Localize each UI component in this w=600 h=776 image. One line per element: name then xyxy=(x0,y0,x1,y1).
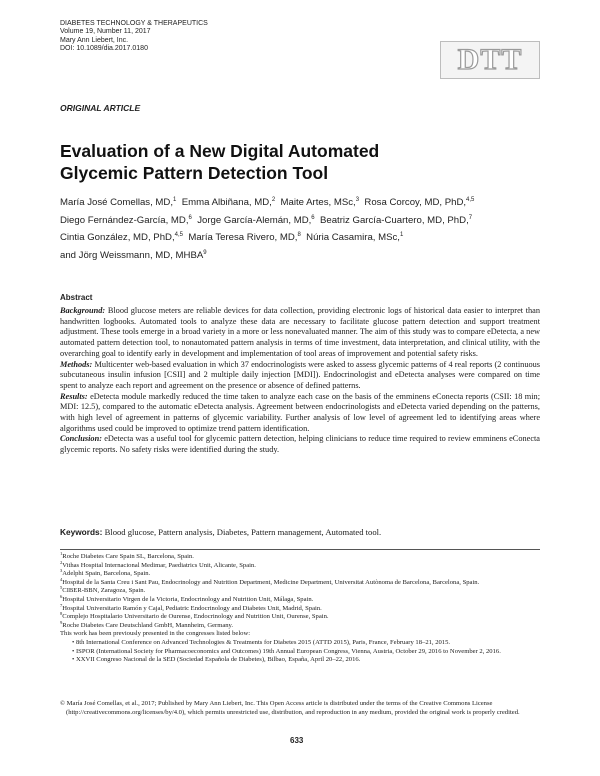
methods-text: Multicenter web-based evaluation in which 37 endocrinologists were asked to assess glycemic patterns of 4 real reports (2 continuous subcutaneous insulin infusion [CSII] and 2 multiple daily injection [MDI]). Endocrinologist and eDetecta analyses were compared on time spent to analyze each report and agreement on the presence or absence of defined patterns. xyxy=(60,359,540,390)
author-affiliation: 8 xyxy=(297,232,301,238)
author-affiliation: 3 xyxy=(355,197,360,203)
author-affiliation: 4,5 xyxy=(174,232,183,238)
bullet-icon: • xyxy=(72,638,76,646)
author-affiliation: 2 xyxy=(271,197,276,203)
conclusion-text: eDetecta was a useful tool for glycemic pattern detection, helping clinicians to reduce time required to review emminens eConecta glycemic reports. No safety risks were identified during the study. xyxy=(60,434,540,455)
affiliation-text: Roche Diabetes Care Spain SL, Barcelona, Spain. xyxy=(62,553,194,560)
affiliation-number: 3 xyxy=(60,568,63,574)
keywords-label: Keywords: xyxy=(60,527,103,537)
article-type: ORIGINAL ARTICLE xyxy=(60,103,141,113)
background-text: Blood glucose meters are reliable devices for data collection, providing electronic logs of historical data easier to interpret than handwritten logbooks. Automated tools to analyze these data are necessary to facilitate glucose pattern detection and support treatment adjustment. These tools emerge in a broad variety in a more or less nonevaluated manner. The aim of this study was to compare eDetecta, a new automated pattern detection tool, to nonautomated pattern analysis in terms of time investment, data interpretation, and clinical utility, with the overarching goal to identify early in development and implementation of tool areas of improvement and potential safety risks. xyxy=(60,306,540,358)
conclusion-label: Conclusion: xyxy=(60,434,102,444)
congress-item xyxy=(72,648,540,657)
affiliation-text: Hospital Universitario Ramón y Cajal, Pediatric Endocrinology and Diabetes Unit, Madrid, Spain. xyxy=(62,604,322,612)
congress-text: ISPOR (International Society for Pharmacoeconomics and Outcomes) 19th Annual European Congress, Vienna, Austria, October 29, 2016 to November 2, 2016. xyxy=(75,647,501,655)
abstract-results xyxy=(60,392,540,435)
article-title xyxy=(60,140,540,184)
abstract-background xyxy=(60,306,540,360)
affiliation-item xyxy=(60,593,540,605)
affiliation-number: 5 xyxy=(60,585,63,591)
congress-text: XXVII Congreso Nacional de la SED (Sociedad Española de Diabetes), Bilbao, España, April 20–22, 2016. xyxy=(75,656,361,664)
author-affiliation: 1 xyxy=(173,197,177,203)
author-name: Rosa Corcoy, MD, PhD, xyxy=(364,197,467,208)
results-text: eDetecta module markedly reduced the time taken to analyze each case on the basis of the emminens eConecta reports (CSII: 18 min; MDI: 12.5), compared to the automatic eDetecta analysis. Agreement between endocrinologists and eDetecta varied depending on the patterns, with high level of agreement in patterns of glycemic variability. Further analysis of low level of agreement led to identifying areas where algorithms used could be improved to optimize trend pattern identification. xyxy=(60,391,540,433)
author-affiliation: 9 xyxy=(203,249,207,256)
congress-item xyxy=(72,656,540,665)
title-line-1: Evaluation of a New Digital Automated xyxy=(60,141,380,161)
author-name: Jorge García-Alemán, MD, xyxy=(197,214,312,226)
keywords xyxy=(60,527,540,537)
author-name: Beatriz García-Cuartero, MD, PhD, xyxy=(319,214,469,226)
affiliation-item xyxy=(60,553,540,562)
author-line-1 xyxy=(60,194,550,212)
presented-note: This work has been previously presented in the congresses listed below: xyxy=(60,630,251,638)
author-name: Maite Artes, MSc, xyxy=(280,197,356,208)
author-affiliation: 4,5 xyxy=(466,197,475,203)
abstract-methods xyxy=(60,360,540,392)
author-name: María José Comellas, MD, xyxy=(60,197,174,208)
journal-doi: DOI: 10.1089/dia.2017.0180 xyxy=(60,45,148,53)
congress-text: 8th International Conference on Advanced Technologies & Treatments for Diabetes 2015 (ATTD 2015), Paris, France, February 18–21, 2015. xyxy=(75,638,451,646)
affiliation-text: Hospital de la Santa Creu i Sant Pau, Endocrinology and Nutrition Department, Medicine Department, Universitat Autònoma de Barcelona, Barcelona, Spain. xyxy=(62,578,480,586)
affiliation-item xyxy=(60,619,540,631)
journal-publisher: Mary Ann Liebert, Inc. xyxy=(60,36,129,44)
affiliation-item xyxy=(60,613,540,622)
author-name: and Jörg Weissmann, MD, MHBA xyxy=(60,249,204,261)
copyright-notice xyxy=(60,700,540,717)
affiliation-text: Adelphi Spain, Barcelona, Spain. xyxy=(62,570,151,578)
affiliation-number: 2 xyxy=(60,559,63,565)
author-affiliation: 6 xyxy=(311,214,315,221)
author-affiliation: 6 xyxy=(188,214,192,221)
affiliation-text: Complejo Hospitalario Universitario de Ourense, Endocrinology and Nutrition Unit, Ourense, Spain. xyxy=(62,613,329,621)
affiliation-text: Hospital Universitario Virgen de la Victoria, Endocrinology and Nutrition Unit, Málaga, Spain. xyxy=(62,595,314,603)
affiliations xyxy=(60,553,540,665)
author-line-4 xyxy=(60,247,550,265)
affiliation-number: 8 xyxy=(60,611,63,617)
abstract-conclusion xyxy=(60,434,540,455)
bullet-icon: • xyxy=(72,656,76,664)
affiliation-number: 4 xyxy=(60,576,63,582)
author-affiliation: 1 xyxy=(399,232,404,238)
author-line-2 xyxy=(60,212,550,230)
results-label: Results: xyxy=(60,391,88,401)
abstract-heading: Abstract xyxy=(60,293,93,302)
bullet-icon: • xyxy=(72,647,76,655)
affiliation-text: Vithas Hospital Internacional Medimar, Paediatrics Unit, Alicante, Spain. xyxy=(62,561,256,569)
author-list xyxy=(60,194,550,264)
author-name: Cintia González, MD, PhD, xyxy=(60,232,175,243)
affiliation-text: Roche Diabetes Care Deutschland GmbH, Mannheim, Germany. xyxy=(62,621,234,629)
background-label: Background: xyxy=(60,306,106,315)
journal-volume: Volume 19, Number 11, 2017 xyxy=(60,28,151,36)
author-name: Núria Casamira, MSc, xyxy=(306,232,400,243)
copyright-text: © María José Comellas, et al., 2017; Published by Mary Ann Liebert, Inc. This Open Access article is distributed under the terms of the Creative Commons License (http://creativecommons.org/licenses/by/4.0), which permits unrestricted use, distribution, and reproduction in any medium, provided the original work is properly credited. xyxy=(60,700,520,716)
affiliation-number: 7 xyxy=(60,602,63,608)
affiliation-number: 9 xyxy=(60,619,63,625)
methods-label: Methods: xyxy=(60,359,93,369)
affiliation-item xyxy=(60,587,540,596)
footnote-divider xyxy=(60,549,540,550)
author-affiliation: 7 xyxy=(468,214,473,221)
author-name: Diego Fernández-García, MD, xyxy=(60,214,189,226)
affiliation-item xyxy=(60,570,540,579)
title-line-2: Glycemic Pattern Detection Tool xyxy=(60,163,329,183)
page-number: 633 xyxy=(290,736,304,745)
affiliation-number: 1 xyxy=(60,551,63,556)
affiliation-text: CIBER-BBN, Zaragoza, Spain. xyxy=(62,587,146,595)
abstract-body xyxy=(60,306,540,456)
author-line-3 xyxy=(60,229,550,247)
journal-header xyxy=(60,20,360,54)
affiliation-number: 6 xyxy=(60,593,63,599)
author-name: Emma Albiñana, MD, xyxy=(181,197,272,208)
congress-item xyxy=(72,639,540,648)
keywords-text: Blood glucose, Pattern analysis, Diabetes, Pattern management, Automated tool. xyxy=(104,527,382,537)
journal-logo: DTT xyxy=(440,41,540,79)
journal-name: DIABETES TECHNOLOGY & THERAPEUTICS xyxy=(60,20,208,27)
author-name: María Teresa Rivero, MD, xyxy=(188,232,298,243)
